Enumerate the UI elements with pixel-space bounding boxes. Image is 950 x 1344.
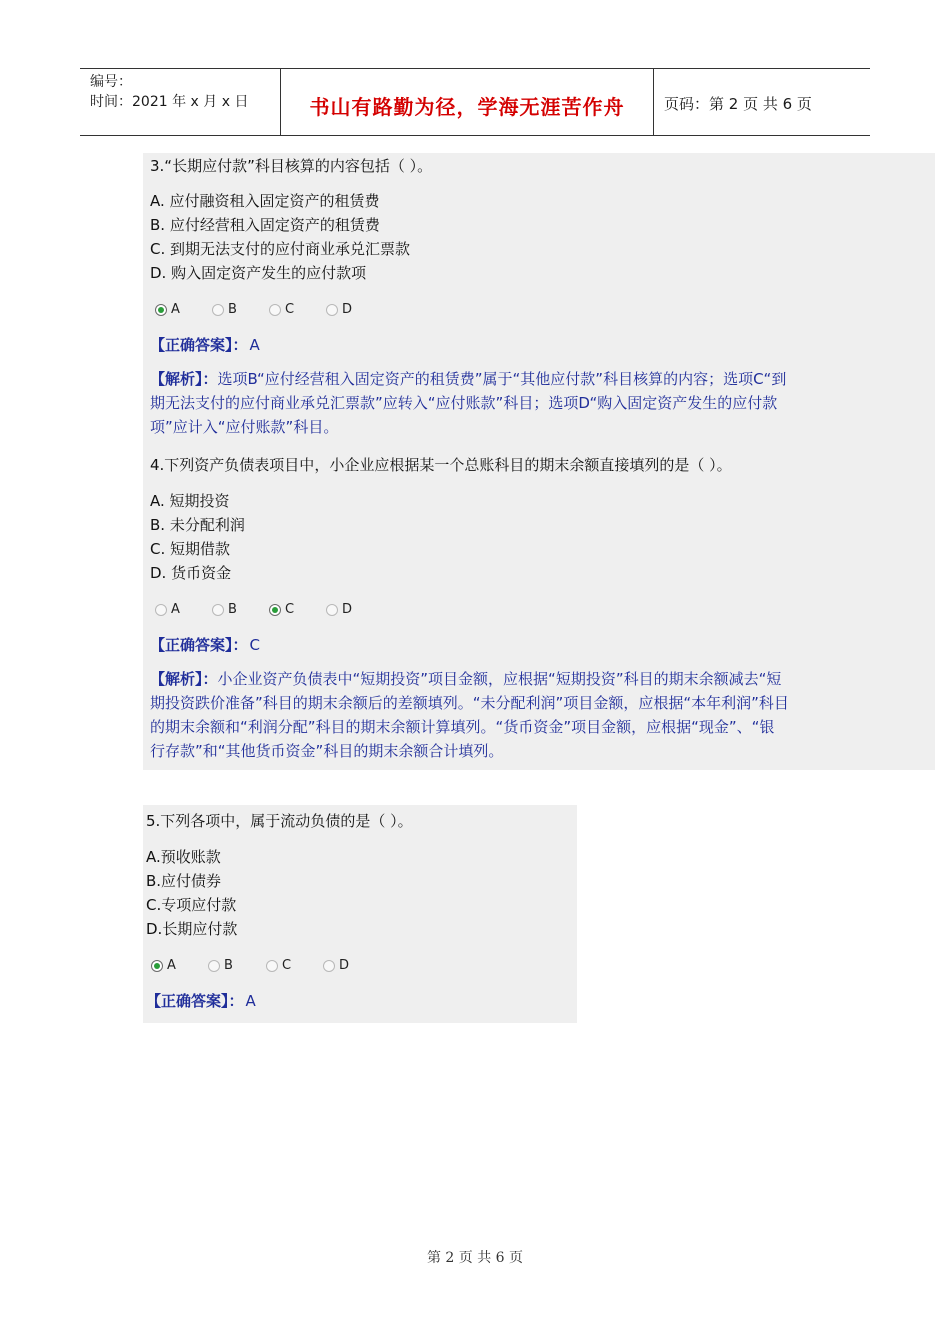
question-5-choice-a[interactable] — [151, 958, 176, 973]
explanation-line: 项”应计入“应付账款”科目。 — [150, 418, 339, 436]
question-5-answer — [146, 990, 256, 1011]
question-4-explanation — [150, 667, 789, 763]
answer-value: A — [245, 992, 256, 1010]
question-4-text: 4.下列资产负债表项目中，小企业应根据某一个总账科目的期末余额直接填列的是（ ）。 — [150, 456, 732, 474]
explanation-label: 【解析】： — [150, 370, 218, 388]
question-3-choice-b[interactable] — [212, 302, 237, 317]
explanation-text: 小企业资产负债表中“短期投资”项目金额，应根据“短期投资”科目的期末余额减去“短 — [217, 670, 782, 688]
choice-label: B — [228, 602, 237, 617]
question-5-text: 5.下列各项中，属于流动负债的是（ ）。 — [146, 812, 413, 830]
radio-icon[interactable] — [212, 604, 224, 616]
choice-label: D — [342, 602, 353, 617]
document-date: 时间：2021 年 x 月 x 日 — [90, 94, 249, 110]
document-number-label: 编号： — [90, 74, 132, 90]
question-panel-2 — [143, 805, 577, 1023]
choice-label: B — [224, 958, 233, 973]
answer-value: A — [249, 336, 260, 354]
question-3-text: 3.“长期应付款”科目核算的内容包括（ ）。 — [150, 157, 433, 175]
radio-icon[interactable] — [212, 304, 224, 316]
radio-selected-icon[interactable] — [269, 604, 281, 616]
explanation-text: 选项B“应付经营租入固定资产的租赁费”属于“其他应付款”科目核算的内容；选项C“到 — [217, 370, 787, 388]
question-4-option-c: C. 短期借款 — [150, 540, 231, 558]
question-3-answer — [150, 334, 260, 355]
answer-label: 【正确答案】： — [150, 636, 248, 654]
explanation-line — [150, 667, 789, 691]
radio-icon[interactable] — [326, 604, 338, 616]
question-3-option-b: B. 应付经营租入固定资产的租赁费 — [150, 216, 380, 234]
radio-icon[interactable] — [208, 960, 220, 972]
choice-label: C — [282, 958, 292, 973]
question-4-option-a: A. 短期投资 — [150, 492, 230, 510]
explanation-line: 的期末余额和“利润分配”科目的期末余额计算填列。“货币资金”项目金额，应根据“现金”、“银 — [150, 718, 775, 736]
radio-icon[interactable] — [323, 960, 335, 972]
question-4-answer — [150, 634, 260, 655]
question-5-choice-b[interactable] — [208, 958, 233, 973]
radio-icon[interactable] — [269, 304, 281, 316]
question-panel-1 — [143, 153, 935, 770]
choice-label: C — [285, 602, 295, 617]
question-4-option-b: B. 未分配利润 — [150, 516, 245, 534]
question-5-option-a: A.预收账款 — [146, 848, 221, 866]
question-4-option-d: D. 货币资金 — [150, 564, 232, 582]
question-4-choice-c[interactable] — [269, 602, 294, 617]
question-3-explanation — [150, 367, 786, 439]
radio-selected-icon[interactable] — [155, 304, 167, 316]
choice-label: A — [171, 602, 180, 617]
radio-icon[interactable] — [155, 604, 167, 616]
answer-label: 【正确答案】： — [150, 336, 248, 354]
question-5-choice-d[interactable] — [323, 958, 349, 973]
header-motto-cell — [281, 69, 654, 135]
question-4-choice-d[interactable] — [326, 602, 352, 617]
question-3-option-a: A. 应付融资租入固定资产的租赁费 — [150, 192, 380, 210]
radio-icon[interactable] — [326, 304, 338, 316]
header-motto: 书山有路勤为径，学海无涯苦作舟 — [309, 95, 625, 119]
question-3-choice-a[interactable] — [155, 302, 180, 317]
radio-selected-icon[interactable] — [151, 960, 163, 972]
document-header — [80, 68, 870, 136]
question-3-choice-d[interactable] — [326, 302, 352, 317]
question-3-option-c: C. 到期无法支付的应付商业承兑汇票款 — [150, 240, 411, 258]
answer-label: 【正确答案】： — [146, 992, 244, 1010]
question-5-choice-c[interactable] — [266, 958, 291, 973]
choice-label: D — [339, 958, 350, 973]
explanation-line: 期投资跌价准备”科目的期末余额后的差额填列。“未分配利润”项目金额，应根据“本年利润”科目 — [150, 694, 789, 712]
explanation-line — [150, 367, 786, 391]
header-meta — [80, 69, 281, 135]
radio-icon[interactable] — [266, 960, 278, 972]
choice-label: A — [167, 958, 176, 973]
header-page-cell — [654, 69, 870, 135]
header-page-info: 页码：第 2 页 共 6 页 — [664, 95, 812, 113]
question-4-choice-b[interactable] — [212, 602, 237, 617]
choice-label: B — [228, 302, 237, 317]
explanation-line: 行存款”和“其他货币资金”科目的期末余额合计填列。 — [150, 742, 504, 760]
choice-label: C — [285, 302, 295, 317]
question-5-option-b: B.应付债券 — [146, 872, 222, 890]
question-3-choice-c[interactable] — [269, 302, 294, 317]
page-footer: 第 2 页 共 6 页 — [426, 1250, 524, 1266]
answer-value: C — [249, 636, 260, 654]
explanation-line: 期无法支付的应付商业承兑汇票款”应转入“应付账款”科目；选项D“购入固定资产发生的应付款 — [150, 394, 778, 412]
question-3-option-d: D. 购入固定资产发生的应付款项 — [150, 264, 367, 282]
choice-label: A — [171, 302, 180, 317]
explanation-label: 【解析】： — [150, 670, 218, 688]
choice-label: D — [342, 302, 353, 317]
question-5-option-d: D.长期应付款 — [146, 920, 238, 938]
question-5-option-c: C.专项应付款 — [146, 896, 237, 914]
question-4-choice-a[interactable] — [155, 602, 180, 617]
